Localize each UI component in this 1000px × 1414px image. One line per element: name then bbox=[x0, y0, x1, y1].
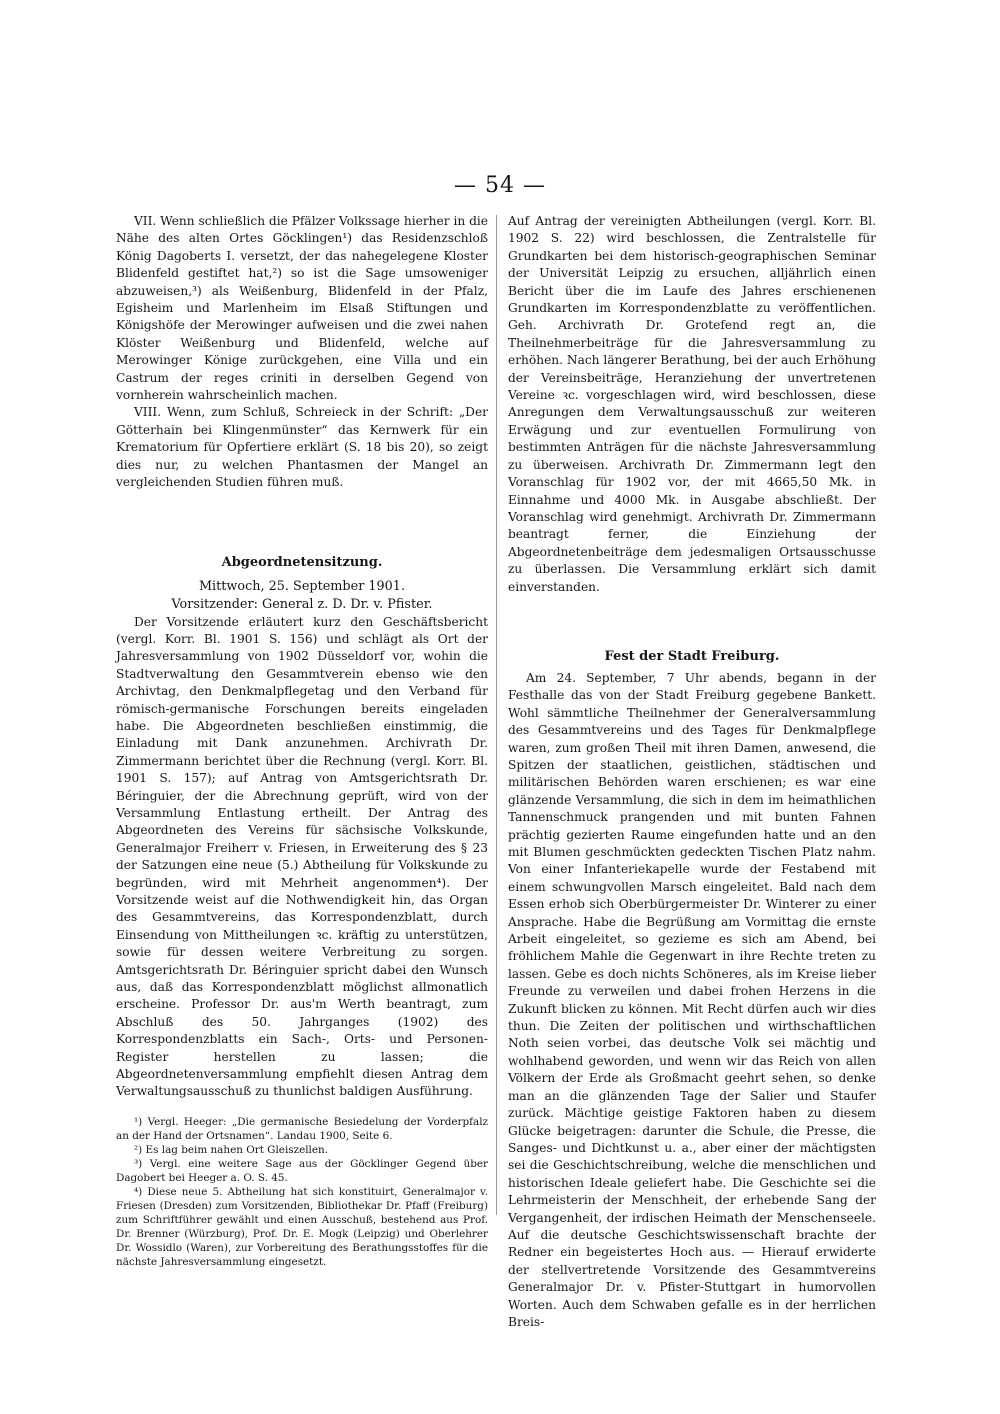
left-column bbox=[116, 213, 488, 1269]
session-body: Der Vorsitzende erläutert kurz den Geschäftsbericht (vergl. Korr. Bl. 1901 S. 156) und schlägt als Ort der Jahresversammlung von 1902 Düsseldorf vor, wohin die Stadtverwaltung den Gesammtverein ebenso wie den Archivtag, den Denkmalpflegetag und den Verband für römisch-germanische Forschungen bereits eingeladen habe. Die Abgeordneten beschließen einstimmig, die Einladung mit Dank anzunehmen. Archivrath Dr. Zimmermann berichtet über die Rechnung (vergl. Korr. Bl. 1901 S. 157); auf Antrag von Amtsgerichtsrath Dr. Béringuier, der die Abrechnung geprüft, wird von der Versammlung Entlastung ertheilt. Der Antrag des Abgeordneten des Vereins für sächsische Volkskunde, Generalmajor Freiherr v. Friesen, in Erweiterung des § 23 der Satzungen eine neue (5.) Abtheilung für Volkskunde zu begründen, wird mit Mehrheit angenommen⁴). Der Vorsitzende weist auf die Nothwendigkeit hin, das Organ des Gesammtvereins, das Korrespondenzblatt, durch Einsendung von Mittheilungen ꝛc. kräftig zu unterstützen, sowie für dessen weitere Verbreitung zu sorgen. Amtsgerichtsrath Dr. Béringuier spricht dabei den Wunsch aus, daß das Korrespondenzblatt möglichst allmonatlich erscheine. Professor Dr. aus'm Werth beantragt, zum Abschluß des 50. Jahrganges (1902) des Korrespondenzblatts ein Sach-, Orts- und Personen-Register herstellen zu lassen; die Abgeordnetenversammlung empfiehlt diesen Antrag dem Verwaltungsausschuß zu thunlichst baldigen Ausführung. bbox=[116, 614, 488, 1099]
column-divider bbox=[496, 215, 497, 1215]
footnote-4: ⁴) Diese neue 5. Abtheilung hat sich konstituirt, Generalmajor v. Friesen (Dresden) zum Vorsitzenden, Bibliothekar Dr. Pfaff (Freiburg) zum Schriftführer gewählt und einen Ausschuß, bestehend aus Prof. Dr. Brenner (Würzburg), Prof. Dr. E. Mogk (Leipzig) und Oberlehrer Dr. Wossidlo (Waren), zur Vorbereitung des Berathungsstoffes für die nächste Jahresversammlung eingesetzt. bbox=[116, 1185, 488, 1268]
section-title-fest: Fest der Stadt Freiburg. bbox=[604, 648, 780, 664]
fest-body: Am 24. September, 7 Uhr abends, begann in der Festhalle das von der Stadt Freiburg gegebene Bankett. Wohl sämmtliche Theilnehmer der Generalversammlung des Gesammtvereins und des Tages für Denkmalpflege waren, zum großen Theil mit ihren Damen, anwesend, die Spitzen der staatlichen, geistlichen, städtischen und militärischen Behörden waren erschienen; es war eine glänzende Versammlung, die sich in dem im heimathlichen Tannenschmuck prangenden und mit bunten Fahnen prächtig gezierten Raume eingefunden hatte und an den mit Blumen geschmückten gedeckten Tischen Platz nahm. Von einer Infanteriekapelle wurde der Festabend mit einem schwungvollen Marsch eingeleitet. Bald nach dem Essen erhob sich Oberbürgermeister Dr. Winterer zu einer Ansprache. Habe die Begrüßung am Vormittag die ernste Arbeit eingeleitet, so gezieme es sich am Abend, bei fröhlichem Mahle die Gegenwart in ihre Rechte treten zu lassen. Gebe es doch nichts Schöneres, als im Kreise lieber Freunde zu verweilen und dabei frohen Herzens in die Zukunft blicken zu können. Mit Recht dürfen auch wir dies thun. Die Zeiten der politischen und wirthschaftlichen Noth seien vorbei, das deutsche Volk sei mächtig und wohlhabend geworden, und wenn wir das Reich von allen Völkern der Erde als Großmacht geehrt sehen, so denke man an die glänzenden Tage der Salier und Staufer zurück. Mächtige geistige Faktoren haben zu diesem Glücke beigetragen: darunter die Schule, die Presse, die Sanges- und Dichtkunst u. a., aber einer der mächtigsten sei die Geschichtschreibung, welche die menschlichen und historischen Ideale geliefert habe. Die Geschichte sei die Lehrmeisterin der Menschheit, der erhebende Sang der Vergangenheit, der irdischen Heimath der Menschenseele. Auf die deutsche Geschichtswissenschaft brachte der Redner ein begeistertes Hoch aus. — Hierauf erwiderte der stellvertretende Vorsitzende des Gesammtvereins Generalmajor Dr. v. Pfister-Stuttgart in humorvollen Worten. Auch dem Schwaben gefalle es in der herrlichen Breis- bbox=[508, 670, 876, 1329]
footnote-3: ³) Vergl. eine weitere Sage aus der Göcklinger Gegend über Dagobert bei Heeger a. O. S. 45. bbox=[116, 1157, 488, 1184]
right-column bbox=[508, 213, 876, 1331]
date-line: Mittwoch, 25. September 1901. bbox=[198, 578, 406, 594]
footnote-1: ¹) Vergl. Heeger: „Die germanische Besiedelung der Vorderpfalz an der Hand der Ortsnamen“. Landau 1900, Seite 6. bbox=[116, 1115, 488, 1142]
paragraph-viii: VIII. Wenn, zum Schluß, Schreieck in der Schrift: „Der Götterhain bei Klingenmünster“ das Kernwerk für ein Krematorium für Opfertiere erklärt (S. 18 bis 20), so zeigt dies nur, zu welchen Phantasmen der Mangel an vergleichenden Studien führen muß. bbox=[116, 405, 488, 490]
chair-line: Vorsitzender: General z. D. Dr. v. Pfister. bbox=[171, 596, 433, 612]
footnotes bbox=[116, 1115, 488, 1269]
paragraph-grundkarten: Auf Antrag der vereinigten Abtheilungen (vergl. Korr. Bl. 1902 S. 22) wird beschlossen, die Zentralstelle für Grundkarten bei dem historisch-geographischen Seminar der Universität Leipzig zu ersuchen, alljährlich einen Bericht über die im Laufe des Jahres erschienenen Grundkarten im Korrespondenzblatte zu veröffentlichen. Geh. Archivrath Dr. Grotefend regt an, die Theilnehmerbeiträge für die Jahresversammlung zu erhöhen. Nach längerer Berathung, bei der auch Erhöhung der Vereinsbeiträge, Heranziehung der unvertretenen Vereine ꝛc. vorgeschlagen wird, wird beschlossen, diese Anregungen dem Verwaltungsausschuß zur weiteren Erwägung und zur eventuellen Formulirung von bestimmten Anträgen für die nächste Jahresversammlung zu überweisen. Archivrath Dr. Zimmermann legt den Voranschlag für 1902 vor, der mit 4665,50 Mk. in Einnahme und 4000 Mk. in Ausgabe abschließt. Der Voranschlag wird genehmigt. Archivrath Dr. Zimmermann beantragt ferner, die Einziehung der Abgeordnetenbeiträge dem jedesmaligen Ortsausschusse zu überlassen. Die Versammlung erklärt sich damit einverstanden. bbox=[508, 214, 876, 594]
section-title-abgeordnetensitzung: Abgeordnetensitzung. bbox=[221, 554, 383, 570]
paragraph-vii: VII. Wenn schließlich die Pfälzer Volkssage hierher in die Nähe des alten Ortes Göcklingen¹) das Residenzschloß König Dagoberts I. versetzt, der das nahegelegene Kloster Blidenfeld gestiftet hat,²) so ist die Sage umsoweniger abzuweisen,³) als Weißenburg, Blidenfeld in der Pfalz, Egisheim und Marlenheim im Elsaß Stiftungen und Königshöfe der Merowinger aufweisen und die zwei nahen Klöster Weißenburg und Blidenfeld, welche auf Merowinger Könige zurückgehen, eine Villa und ein Castrum der reges criniti in derselben Gegend von vornherein wahrscheinlich machen. bbox=[116, 214, 488, 403]
page-number: — 54 — bbox=[454, 173, 546, 198]
footnote-2: ²) Es lag beim nahen Ort Gleiszellen. bbox=[134, 1143, 329, 1156]
